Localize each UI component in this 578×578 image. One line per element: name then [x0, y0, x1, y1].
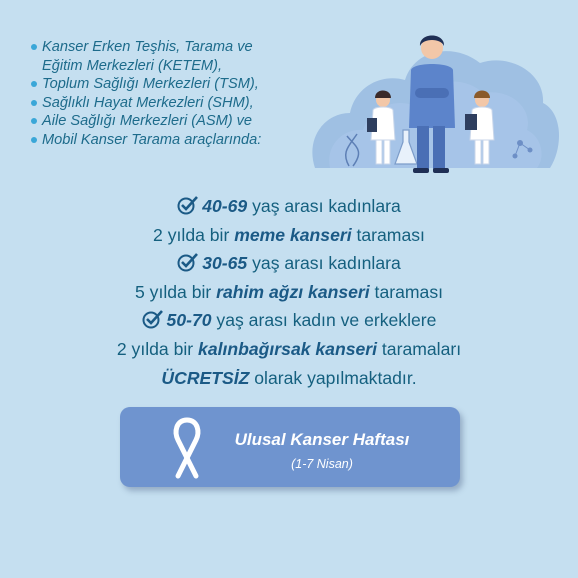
center-item-ketem-cont: Eğitim Merkezleri (KETEM),	[42, 57, 223, 74]
bullet-icon	[31, 137, 37, 143]
badge-dates: (1-7 Nisan)	[291, 457, 353, 471]
center-item-asm: Aile Sağlığı Merkezleri (ASM) ve	[30, 112, 320, 131]
center-item-ketem: Kanser Erken Teşhis, Tarama ve	[30, 38, 320, 57]
screening-2-age-line: 30-65 yaş arası kadınlara	[0, 249, 578, 278]
badge-title: Ulusal Kanser Haftası	[234, 430, 410, 449]
free-statement: ÜCRETSİZ olarak yapılmaktadır.	[161, 367, 417, 388]
screening-3-detail-line: 2 yılda bir kalınbağırsak kanseri taramaları	[116, 338, 462, 359]
bullet-icon	[31, 44, 37, 50]
screening-1-detail-line: 2 yılda bir meme kanseri taraması	[153, 224, 425, 245]
check-circle-icon	[142, 309, 164, 329]
center-item-tsm: Toplum Sağlığı Merkezleri (TSM),	[30, 75, 320, 94]
center-item-mobile: Mobil Kanser Tarama araçlarında:	[30, 131, 320, 150]
check-circle-icon	[177, 195, 199, 215]
cancer-week-badge	[120, 407, 460, 487]
screening-2-detail-line: 5 yılda bir rahim ağzı kanseri taraması	[134, 281, 444, 302]
screening-3-age-line: 50-70 yaş arası kadın ve erkeklere	[0, 306, 578, 335]
center-list	[30, 38, 320, 150]
check-circle-icon	[177, 252, 199, 272]
screening-1-age-line: 40-69 yaş arası kadınlara	[0, 192, 578, 221]
bullet-icon	[31, 81, 37, 87]
screening-text	[0, 192, 578, 392]
doctors-illustration	[305, 18, 563, 176]
awareness-ribbon-icon	[164, 416, 210, 480]
center-item-shm: Sağlıklı Hayat Merkezleri (SHM),	[30, 94, 320, 113]
bullet-icon	[31, 100, 37, 106]
bullet-icon	[31, 118, 37, 124]
